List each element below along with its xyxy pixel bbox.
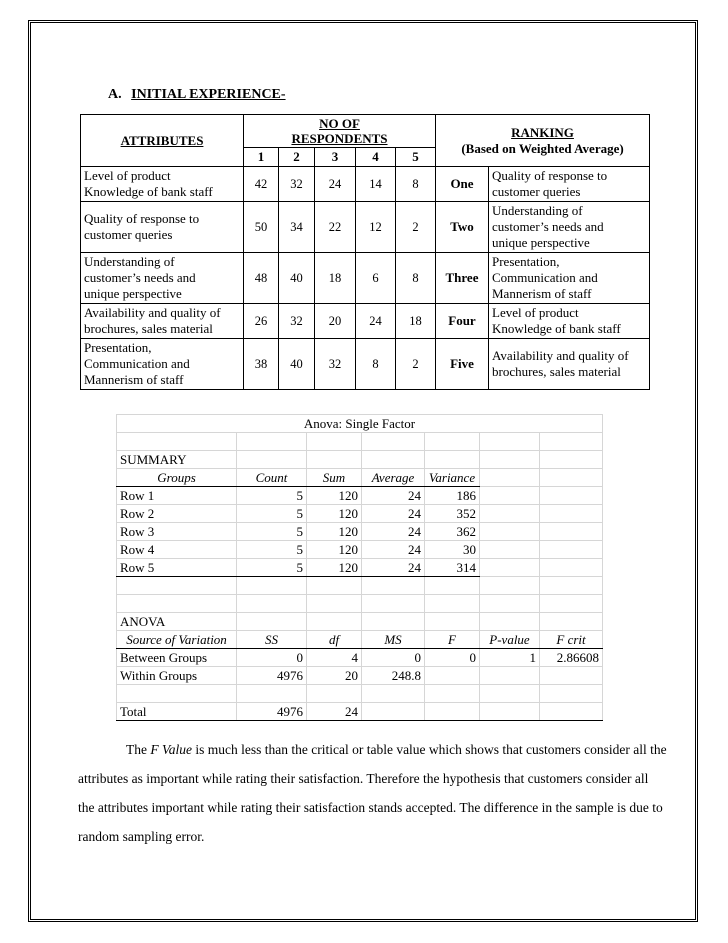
respondent-count-cell: 34 <box>279 202 315 253</box>
attributes-header: ATTRIBUTES <box>81 115 244 167</box>
anova-cell: SS <box>237 631 307 649</box>
rank-cell: One <box>436 167 489 202</box>
anova-cell: 24 <box>307 703 362 721</box>
respondent-count-cell: 2 <box>396 339 436 390</box>
summary-row <box>117 559 603 577</box>
respondent-count-cell: 40 <box>279 253 315 304</box>
attributes-ranking-table <box>80 114 650 390</box>
summary-col-header: Count <box>237 469 307 487</box>
summary-cell: 120 <box>307 559 362 577</box>
summary-cell: 314 <box>425 559 480 577</box>
summary-cell: 5 <box>237 505 307 523</box>
conclusion-paragraph <box>78 735 668 851</box>
attribute-cell: Quality of response to customer queries <box>81 202 244 253</box>
respondent-count-cell: 20 <box>315 304 356 339</box>
summary-row <box>117 523 603 541</box>
summary-cell: 362 <box>425 523 480 541</box>
respondent-count-cell: 24 <box>315 167 356 202</box>
respondent-count-cell: 8 <box>396 253 436 304</box>
summary-cell: Row 2 <box>117 505 237 523</box>
paragraph-text-end: is much less than the critical or table value which shows that customers consider all the attributes as important while rating their satisfaction. Therefore the hypothesis that customers consider all the attributes important while rating their satisfaction stands accepted. The difference in the sample is due to random sampling error. <box>78 742 667 844</box>
anova-cell: 4 <box>307 649 362 667</box>
ranked-attribute-cell: Understanding of customer’s needs and unique perspective <box>489 202 650 253</box>
rank-cell: Two <box>436 202 489 253</box>
attribute-cell: Understanding of customer’s needs and unique perspective <box>81 253 244 304</box>
attributes-table-body <box>81 167 650 390</box>
respondent-count-cell: 38 <box>244 339 279 390</box>
summary-cell: Row 5 <box>117 559 237 577</box>
summary-cell: Row 3 <box>117 523 237 541</box>
summary-cell: 24 <box>362 559 425 577</box>
summary-row <box>117 541 603 559</box>
anova-header-row <box>117 631 603 649</box>
rank-cell: Four <box>436 304 489 339</box>
paragraph-text-start: The <box>126 742 151 757</box>
table-header-row <box>81 115 650 148</box>
respondent-count-cell: 26 <box>244 304 279 339</box>
anova-cell: 4976 <box>237 667 307 685</box>
anova-cell: MS <box>362 631 425 649</box>
summary-cell: 5 <box>237 487 307 505</box>
ranked-attribute-cell: Level of product Knowledge of bank staff <box>489 304 650 339</box>
anova-cell: df <box>307 631 362 649</box>
scale-5: 5 <box>396 148 436 167</box>
section-title: INITIAL EXPERIENCE- <box>131 87 286 102</box>
respondent-count-cell: 2 <box>396 202 436 253</box>
ranked-attribute-cell: Quality of response to customer queries <box>489 167 650 202</box>
table-row <box>81 253 650 304</box>
respondent-count-cell: 22 <box>315 202 356 253</box>
anova-label: ANOVA <box>117 613 237 631</box>
anova-cell: 1 <box>480 649 540 667</box>
summary-col-header: Sum <box>307 469 362 487</box>
summary-cell: 352 <box>425 505 480 523</box>
attribute-cell: Availability and quality of brochures, sales material <box>81 304 244 339</box>
summary-cell: 24 <box>362 523 425 541</box>
anova-table <box>116 414 603 721</box>
rank-cell: Five <box>436 339 489 390</box>
attribute-cell: Presentation, Communication and Mannerism of staff <box>81 339 244 390</box>
summary-row <box>117 505 603 523</box>
table-row <box>81 339 650 390</box>
anova-cell: Total <box>117 703 237 721</box>
respondent-count-cell: 24 <box>356 304 396 339</box>
ranked-attribute-cell: Availability and quality of brochures, sales material <box>489 339 650 390</box>
summary-cell: 120 <box>307 541 362 559</box>
anova-cell: 0 <box>362 649 425 667</box>
respondent-count-cell: 32 <box>279 304 315 339</box>
anova-cell: F crit <box>540 631 603 649</box>
respondent-count-cell: 32 <box>279 167 315 202</box>
table-row <box>81 304 650 339</box>
respondent-count-cell: 42 <box>244 167 279 202</box>
summary-cell: 24 <box>362 541 425 559</box>
summary-col-header: Average <box>362 469 425 487</box>
summary-col-header: Variance <box>425 469 480 487</box>
respondent-count-cell: 48 <box>244 253 279 304</box>
attribute-cell: Level of product Knowledge of bank staff <box>81 167 244 202</box>
summary-cell: 24 <box>362 487 425 505</box>
summary-label: SUMMARY <box>117 451 237 469</box>
ranked-attribute-cell: Presentation, Communication and Mannerism of staff <box>489 253 650 304</box>
summary-cell: 5 <box>237 523 307 541</box>
anova-title: Anova: Single Factor <box>117 415 603 433</box>
summary-cell: Row 4 <box>117 541 237 559</box>
summary-row <box>117 487 603 505</box>
respondent-count-cell: 18 <box>396 304 436 339</box>
summary-cell: 30 <box>425 541 480 559</box>
anova-cell: 2.86608 <box>540 649 603 667</box>
respondent-count-cell: 40 <box>279 339 315 390</box>
section-heading <box>108 87 286 103</box>
summary-cell: 120 <box>307 505 362 523</box>
anova-between-row <box>117 649 603 667</box>
summary-cell: 120 <box>307 523 362 541</box>
anova-cell: P-value <box>480 631 540 649</box>
anova-cell: 0 <box>425 649 480 667</box>
summary-header-row <box>117 469 603 487</box>
scale-4: 4 <box>356 148 396 167</box>
anova-cell: Source of Variation <box>117 631 237 649</box>
respondent-count-cell: 18 <box>315 253 356 304</box>
respondent-count-cell: 8 <box>356 339 396 390</box>
scale-2: 2 <box>279 148 315 167</box>
table-row <box>81 202 650 253</box>
anova-cell: 20 <box>307 667 362 685</box>
summary-cell: 24 <box>362 505 425 523</box>
table-row <box>81 167 650 202</box>
anova-within-row <box>117 667 603 685</box>
respondent-count-cell: 8 <box>396 167 436 202</box>
summary-cell: 5 <box>237 541 307 559</box>
respondent-count-cell: 50 <box>244 202 279 253</box>
respondent-count-cell: 14 <box>356 167 396 202</box>
anova-total-row <box>117 703 603 721</box>
anova-cell: 248.8 <box>362 667 425 685</box>
respondent-count-cell: 12 <box>356 202 396 253</box>
summary-cell: 120 <box>307 487 362 505</box>
respondents-header: NO OF RESPONDENTS <box>244 115 436 148</box>
respondent-count-cell: 6 <box>356 253 396 304</box>
section-label: A. <box>108 87 122 102</box>
anova-cell: 4976 <box>237 703 307 721</box>
rank-cell: Three <box>436 253 489 304</box>
anova-cell: 0 <box>237 649 307 667</box>
paragraph-emphasis: F Value <box>150 742 192 757</box>
respondent-count-cell: 32 <box>315 339 356 390</box>
ranking-header: RANKING (Based on Weighted Average) <box>436 115 650 167</box>
scale-3: 3 <box>315 148 356 167</box>
anova-cell: Within Groups <box>117 667 237 685</box>
summary-cell: 5 <box>237 559 307 577</box>
anova-cell: F <box>425 631 480 649</box>
summary-cell: 186 <box>425 487 480 505</box>
summary-col-header: Groups <box>117 469 237 487</box>
scale-1: 1 <box>244 148 279 167</box>
anova-cell: Between Groups <box>117 649 237 667</box>
summary-cell: Row 1 <box>117 487 237 505</box>
